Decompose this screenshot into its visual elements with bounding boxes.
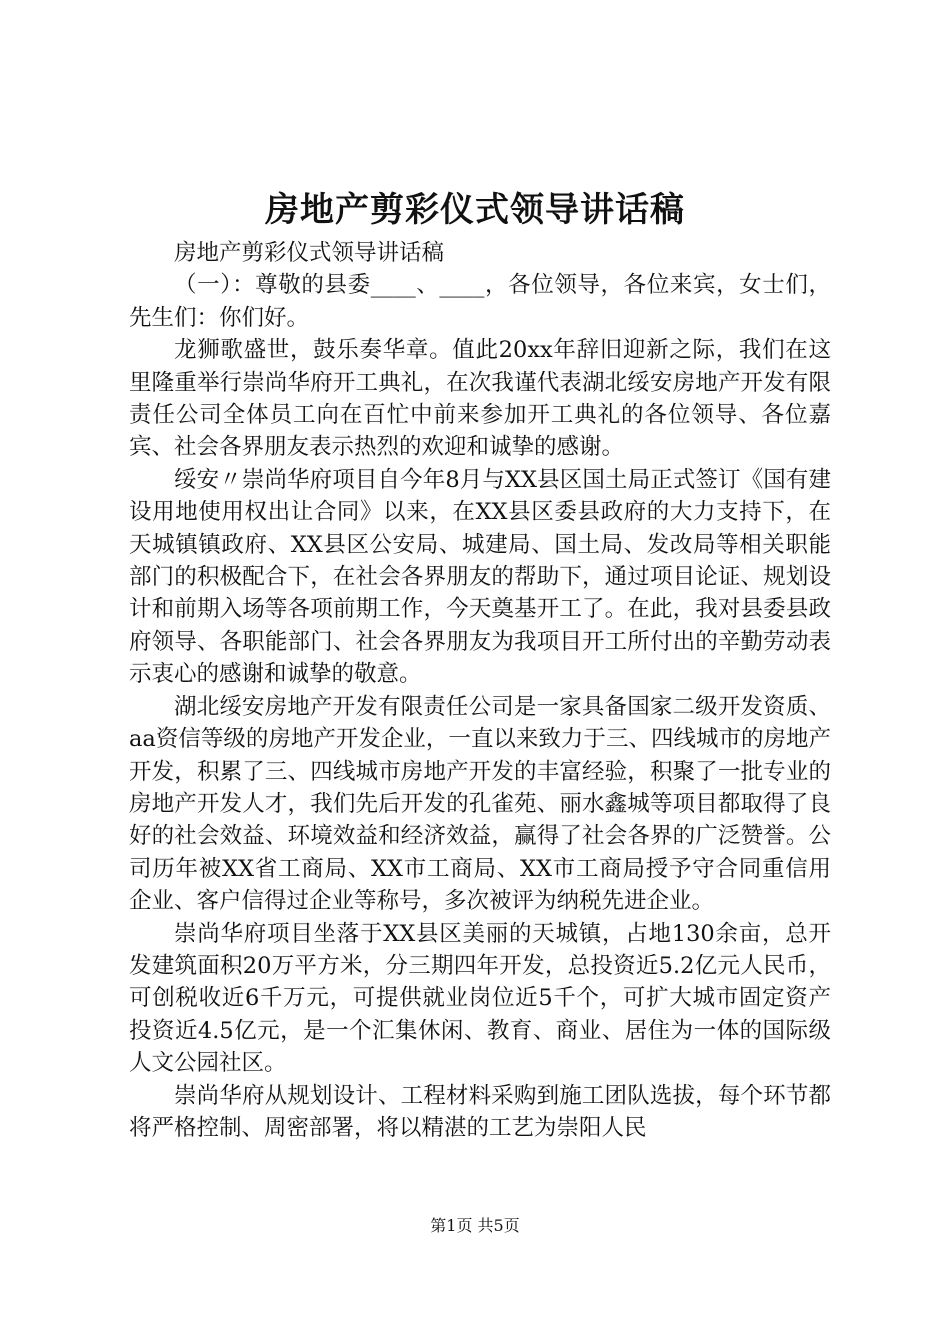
paragraph-welcome: 龙狮歌盛世，鼓乐奏华章。值此20xx年辞旧迎新之际，我们在这里隆重举行崇尚华府开工典礼，在次我谨代表湖北绥安房地产开发有限责任公司全体员工向在百忙中前来参加开工典礼的各位领导、各位嘉宾、社会各界朋友表示热烈的欢迎和诚挚的感谢。 — [129, 337, 831, 461]
paragraph-greeting: （一）：尊敬的县委____、____，各位领导，各位来宾，女士们，先生们：你们好。 — [129, 272, 831, 331]
document-title: 房地产剪彩仪式领导讲话稿 — [265, 190, 685, 230]
document-body — [129, 237, 831, 1144]
paragraph-company-intro: 湖北绥安房地产开发有限责任公司是一家具备国家二级开发资质、aa资信等级的房地产开发企业，一直以来致力于三、四线城市的房地产开发，积累了三、四线城市房地产开发的丰富经验，积聚了一批专业的房地产开发人才，我们先后开发的孔雀苑、丽水鑫城等项目都取得了良好的社会效益、环境效益和经济效益，赢得了社会各界的广泛赞誉。公司历年被XX省工商局、XX市工商局、XX市工商局授予守合同重信用企业、客户信得过企业等称号，多次被评为纳税先进企业。 — [129, 693, 831, 915]
paragraph-project-start: 绥安〃崇尚华府项目自今年8月与XX县区国土局正式签订《国有建设用地使用权出让合同》以来，在XX县区委县政府的大力支持下，在天城镇镇政府、XX县区公安局、城建局、国土局、发改局等相关职能部门的积极配合下，在社会各界朋友的帮助下，通过项目论证、规划设计和前期入场等各项前期工作，今天奠基开工了。在此，我对县委县政府领导、各职能部门、社会各界朋友为我项目开工所付出的辛勤劳动表示衷心的感谢和诚挚的敬意。 — [129, 466, 831, 688]
paragraph-construction: 崇尚华府从规划设计、工程材料采购到施工团队选拔，每个环节都将严格控制、周密部署，将以精湛的工艺为崇阳人民 — [129, 1082, 831, 1141]
paragraph-subtitle: 房地产剪彩仪式领导讲话稿 — [174, 240, 445, 266]
paragraph-project-overview: 崇尚华府项目坐落于XX县区美丽的天城镇，占地130余亩，总开发建筑面积20万平方米，分三期四年开发，总投资近5.2亿元人民币，可创税收近6千万元，可提供就业岗位近5千个，可扩大城市固定资产投资近4.5亿元，是一个汇集休闲、教育、商业、居住为一体的国际级人文公园社区。 — [129, 920, 831, 1077]
page-number-footer: 第1页 共5页 — [430, 1216, 520, 1235]
